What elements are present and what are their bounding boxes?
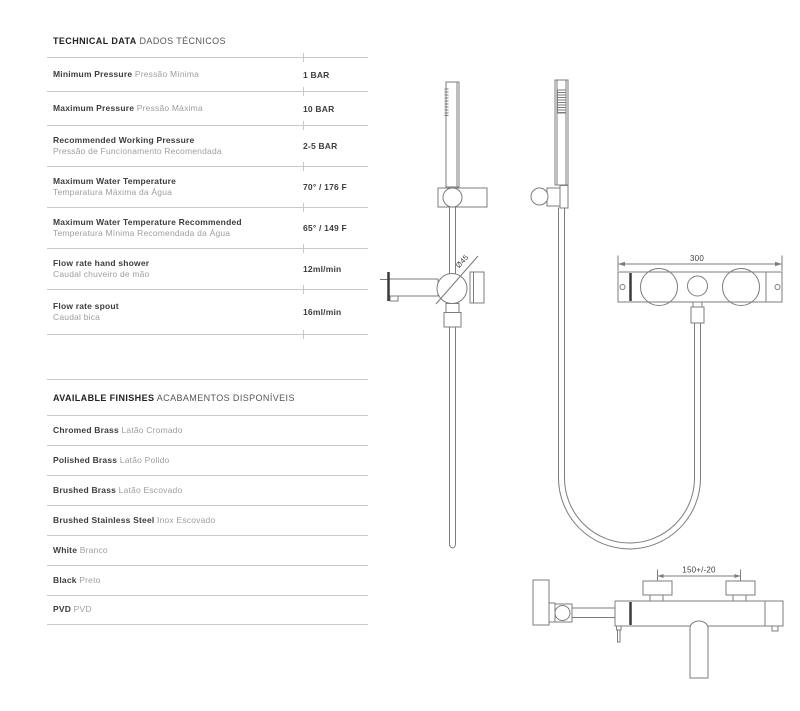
side-view-drawing xyxy=(380,82,487,548)
spec-label-en: Maximum Water Temperature xyxy=(53,175,177,186)
technical-data-title-pt: DADOS TÉCNICOS xyxy=(139,36,226,46)
finish-label-en: White xyxy=(53,544,78,555)
technical-data-table xyxy=(47,57,368,335)
spray-plate-hatch xyxy=(558,93,567,113)
knob-profile xyxy=(555,606,570,621)
table-row xyxy=(47,207,368,248)
finish-label xyxy=(53,515,366,526)
spec-label-pt: Temparatura Máxima da Água xyxy=(53,187,173,197)
holder-bracket-front xyxy=(547,188,560,206)
spec-value: 2-5 BAR xyxy=(303,141,338,151)
spec-label xyxy=(53,103,303,114)
table-row xyxy=(47,505,368,535)
finish-label-pt: Inox Escovado xyxy=(157,514,216,525)
valve-body xyxy=(437,274,467,304)
available-finishes-title xyxy=(47,379,368,415)
bar-length-label: 300 xyxy=(690,254,704,263)
front-view-drawing xyxy=(531,80,782,549)
technical-data-title xyxy=(47,28,368,57)
inlet-spacing-label: 150+/-20 xyxy=(682,565,716,575)
table-row xyxy=(47,248,368,289)
inlet-union-right xyxy=(726,581,755,601)
arm-tube xyxy=(572,608,615,618)
table-row xyxy=(47,57,368,91)
spec-label-en: Maximum Pressure xyxy=(53,102,135,113)
finish-label xyxy=(53,604,366,615)
finish-label-pt: Branco xyxy=(79,544,108,555)
technical-drawings xyxy=(375,55,800,700)
hose-connector-side xyxy=(446,304,459,313)
dimension-bar-length xyxy=(618,254,782,271)
table-row xyxy=(47,535,368,565)
finish-label xyxy=(53,455,366,466)
temperature-knob-side xyxy=(470,272,484,303)
spec-label-pt: Pressão Máxima xyxy=(136,102,203,113)
spec-label-pt: Temperatura Mínima Recomendada da Água xyxy=(53,228,231,238)
hose-nut xyxy=(691,307,704,323)
hose-outlet-top xyxy=(688,276,708,296)
spec-value: 16ml/min xyxy=(303,307,342,317)
table-row xyxy=(47,565,368,595)
finish-label-pt: Latão Cromado xyxy=(121,424,183,435)
right-end-nub xyxy=(772,626,778,631)
spout-profile xyxy=(690,621,708,678)
inlet-union-left xyxy=(643,581,672,601)
finish-label-en: Chromed Brass xyxy=(53,424,119,435)
spec-label-pt: Caudal bica xyxy=(53,312,101,322)
table-row xyxy=(47,445,368,475)
table-row xyxy=(47,415,368,445)
spec-label xyxy=(53,176,303,199)
table-row xyxy=(47,475,368,505)
wall-flange xyxy=(533,580,549,625)
spec-label-pt: Pressão de Funcionamento Recomendada xyxy=(53,146,222,156)
technical-data-section xyxy=(47,28,368,335)
holder-clamp-front xyxy=(560,186,568,209)
finish-label-pt: Latão Polido xyxy=(119,454,170,465)
spec-value: 65° / 149 F xyxy=(303,223,347,233)
technical-data-title-en: TECHNICAL DATA xyxy=(53,36,137,46)
spec-label-en: Maximum Water Temperature Recommended xyxy=(53,216,242,227)
finish-label xyxy=(53,575,366,586)
spout-outlet-nub xyxy=(390,296,398,301)
diverter-lever-cap xyxy=(617,626,622,630)
spec-value: 70° / 176 F xyxy=(303,182,347,192)
valve-diameter-label: Ø45 xyxy=(453,252,471,270)
dimension-inlet-spacing xyxy=(658,566,741,582)
spec-label xyxy=(53,69,303,80)
rail-lower xyxy=(450,327,456,548)
table-row xyxy=(47,91,368,125)
finish-label-en: Black xyxy=(53,574,77,585)
diverter-lever-stem xyxy=(618,630,621,642)
spec-value: 12ml/min xyxy=(303,264,342,274)
spec-label-en: Minimum Pressure xyxy=(53,68,133,79)
shower-hose-outer xyxy=(559,208,701,549)
finish-label xyxy=(53,425,366,436)
spout-side xyxy=(389,279,438,296)
finish-label-en: Brushed Stainless Steel xyxy=(53,514,155,525)
spec-label-pt: Pressão Mínima xyxy=(134,68,200,79)
spec-tables xyxy=(47,28,368,625)
spec-label-pt: Caudal chuveiro de mão xyxy=(53,269,150,279)
shower-hose-inner xyxy=(565,208,695,543)
finish-label-pt: Preto xyxy=(79,574,101,585)
mixer-bar-profile xyxy=(615,601,783,626)
finish-label-en: Brushed Brass xyxy=(53,484,117,495)
spec-label-en: Flow rate hand shower xyxy=(53,257,150,268)
spec-label xyxy=(53,258,303,281)
spec-label-en: Recommended Working Pressure xyxy=(53,134,195,145)
finish-label xyxy=(53,485,366,496)
holder-knob-front xyxy=(531,188,548,205)
spec-value: 10 BAR xyxy=(303,103,335,114)
spec-label-en: Flow rate spout xyxy=(53,300,119,311)
spec-label xyxy=(53,135,303,158)
available-finishes-title-en: AVAILABLE FINISHES xyxy=(53,393,155,403)
available-finishes-table xyxy=(47,415,368,625)
spec-value: 1 BAR xyxy=(303,69,330,80)
finish-label xyxy=(53,545,366,556)
finish-label-en: PVD xyxy=(53,604,72,615)
slider-knob-side xyxy=(443,188,462,207)
table-row xyxy=(47,595,368,625)
available-finishes-section xyxy=(47,379,368,625)
finish-label-pt: PVD xyxy=(73,604,92,615)
spec-label xyxy=(53,301,303,324)
finish-label-en: Polished Brass xyxy=(53,454,118,465)
available-finishes-title-pt: ACABAMENTOS DISPONÍVEIS xyxy=(156,393,295,403)
spec-label xyxy=(53,217,303,240)
profile-view-drawing xyxy=(533,566,783,679)
finish-label-pt: Latão Escovado xyxy=(118,484,183,495)
hose-nut-neck xyxy=(693,302,702,307)
table-row xyxy=(47,166,368,207)
table-row xyxy=(47,289,368,335)
table-row xyxy=(47,125,368,166)
